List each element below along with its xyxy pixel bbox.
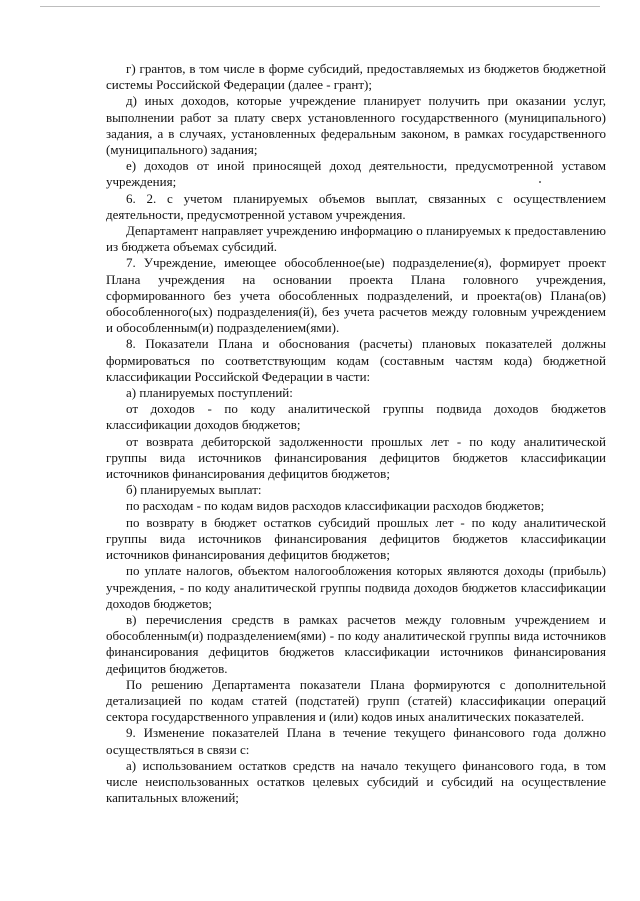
paragraph-8v: в) перечисления средств в рамках расчетов между головным учреждением и обособленным(и) подразделением(ями) - по коду аналитической группы вида источников финансирования дефицитов бюджетов классификации источников финансирования дефицитов бюджетов. — [106, 611, 606, 676]
paragraph-grants: г) грантов, в том числе в форме субсидий, предоставляемых из бюджетов бюджетной системы Российской Федерации (далее - грант); — [106, 61, 606, 93]
paragraph-9: 9. Изменение показателей Плана в течение текущего финансового года должно осуществляться в связи с: — [106, 725, 606, 757]
paragraph-expenses: по расходам - по кодам видов расходов классификации расходов бюджетов; — [126, 498, 545, 514]
paragraph-taxes: по уплате налогов, объектом налогообложения которых являются доходы (прибыль) учреждения, - по коду аналитической группы подвида доходов бюджетов классификации доходов бюджетов; — [106, 563, 606, 611]
paragraph-other-income: д) иных доходов, которые учреждение планирует получить при оказании услуг, выполнении работ за плату сверх установленного государственного (муниципального) задания, а в случаях, установленных федеральным законом, в рамках государственного (муниципального) задания; — [106, 93, 606, 158]
paragraph-department-info: Департамент направляет учреждению информацию о планируемых к предоставлению из бюджета объемах субсидий. — [106, 223, 606, 255]
paragraph-8a: а) планируемых поступлений: — [126, 385, 293, 401]
paragraph-6-2: 6. 2. с учетом планируемых объемов выплат, связанных с осуществлением деятельности, предусмотренной уставом учреждения. — [106, 190, 606, 222]
paragraph-9a: а) использованием остатков средств на начало текущего финансового года, в том числе неиспользованных остатков целевых субсидий и субсидий на осуществление капитальных вложений; — [106, 757, 606, 806]
paragraph-from-receivables: от возврата дебиторской задолженности прошлых лет - по коду аналитической группы вида источников финансирования дефицитов бюджетов классификации источников финансирования дефицитов бюджетов; — [106, 433, 606, 482]
paragraph-subsidy-return: по возврату в бюджет остатков субсидий прошлых лет - по коду аналитической группы вида источников финансирования дефицитов бюджетов классификации источников финансирования дефицитов бюджетов; — [106, 514, 606, 563]
document-body — [106, 61, 606, 806]
paragraph-7: 7. Учреждение, имеющее обособленное(ые) подразделение(я), формирует проект Плана учреждения на основании проекта Плана головного учреждения, сформированного без учета обособленных подразделений, и проекта(ов) Плана(ов) обособленного(ых) подразделения(й), без учета расчетов между головным учреждением и обособленным(и) подразделением(ями). — [106, 255, 606, 336]
paragraph-8b: б) планируемых выплат: — [126, 482, 262, 498]
scan-edge-line — [40, 6, 600, 7]
paragraph-income-activity: е) доходов от иной приносящей доход деятельности, предусмотренной уставом учреждения; — [106, 158, 606, 190]
paragraph-department-decision: По решению Департамента показатели Плана формируются с дополнительной детализацией по кодам статей (подстатей) групп (статей) классификации операций сектора государственного управления и (или) кодов иных аналитических показателей. — [106, 676, 606, 725]
paragraph-from-income: от доходов - по коду аналитической группы подвида доходов бюджетов классификации доходов бюджетов; — [106, 401, 606, 433]
paragraph-8: 8. Показатели Плана и обоснования (расчеты) плановых показателей должны формироваться по соответствующим кодам (составным частям кода) бюджетной классификации Российской Федерации в части: — [106, 336, 606, 384]
